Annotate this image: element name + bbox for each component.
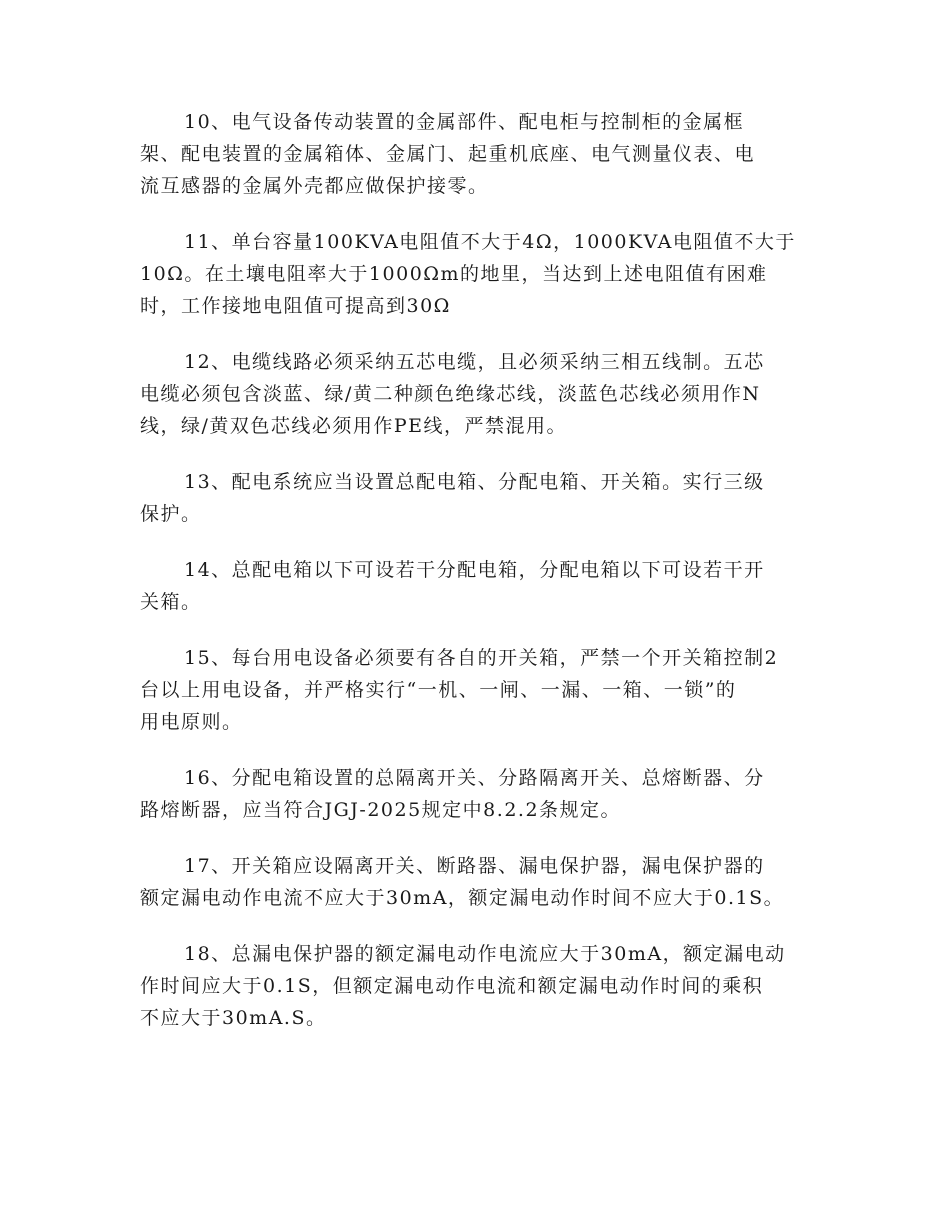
paragraph-item-18 bbox=[140, 938, 800, 1034]
paragraph-item-11 bbox=[140, 226, 800, 322]
paragraph-line: 关箱。 bbox=[140, 591, 202, 613]
paragraph-line: 18、总漏电保护器的额定漏电动作电流应大于30mA，额定漏电动 bbox=[184, 943, 786, 965]
paragraph-line: 保护。 bbox=[140, 503, 202, 525]
paragraph-item-14 bbox=[140, 554, 800, 618]
document-body bbox=[140, 106, 800, 1058]
paragraph-line: 用电原则。 bbox=[140, 711, 243, 733]
paragraph-line: 流互感器的金属外壳都应做保护接零。 bbox=[140, 175, 489, 197]
paragraph-line: 10Ω。在土壤电阻率大于1000Ωm的地里，当达到上述电阻值有困难 bbox=[140, 263, 768, 285]
paragraph-item-12 bbox=[140, 346, 800, 442]
paragraph-item-15 bbox=[140, 642, 800, 738]
paragraph-item-13 bbox=[140, 466, 800, 530]
paragraph-line: 10、电气设备传动装置的金属部件、配电柜与控制柜的金属框 bbox=[184, 111, 745, 133]
paragraph-line: 15、每台用电设备必须要有各自的开关箱，严禁一个开关箱控制2 bbox=[184, 647, 779, 669]
paragraph-line: 17、开关箱应设隔离开关、断路器、漏电保护器，漏电保护器的 bbox=[184, 855, 765, 877]
paragraph-line: 13、配电系统应当设置总配电箱、分配电箱、开关箱。实行三级 bbox=[184, 471, 765, 493]
paragraph-item-17 bbox=[140, 850, 800, 914]
paragraph-line: 12、电缆线路必须采纳五芯电缆，且必须采纳三相五线制。五芯 bbox=[184, 351, 765, 373]
paragraph-line: 14、总配电箱以下可设若干分配电箱，分配电箱以下可设若干开 bbox=[184, 559, 765, 581]
paragraph-line: 作时间应大于0.1S，但额定漏电动作电流和额定漏电动作时间的乘积 bbox=[140, 975, 764, 997]
paragraph-line: 时，工作接地电阻值可提高到30Ω bbox=[140, 295, 451, 317]
paragraph-item-10 bbox=[140, 106, 800, 202]
paragraph-line: 路熔断器，应当符合JGJ-2025规定中8.2.2条规定。 bbox=[140, 799, 622, 821]
paragraph-line: 架、配电装置的金属箱体、金属门、起重机底座、电气测量仪表、电 bbox=[140, 143, 756, 165]
paragraph-item-16 bbox=[140, 762, 800, 826]
paragraph-line: 11、单台容量100KVA电阻值不大于4Ω，1000KVA电阻值不大于 bbox=[184, 231, 796, 253]
paragraph-line: 电缆必须包含淡蓝、绿/黄二种颜色绝缘芯线，淡蓝色芯线必须用作N bbox=[140, 383, 761, 405]
paragraph-line: 线，绿/黄双色芯线必须用作PE线，严禁混用。 bbox=[140, 415, 568, 437]
paragraph-line: 16、分配电箱设置的总隔离开关、分路隔离开关、总熔断器、分 bbox=[184, 767, 765, 789]
paragraph-line: 额定漏电动作电流不应大于30mA，额定漏电动作时间不应大于0.1S。 bbox=[140, 887, 785, 909]
paragraph-line: 不应大于30mA.S。 bbox=[140, 1007, 327, 1029]
paragraph-line: 台以上用电设备，并严格实行“一机、一闸、一漏、一箱、一锁”的 bbox=[140, 679, 737, 701]
